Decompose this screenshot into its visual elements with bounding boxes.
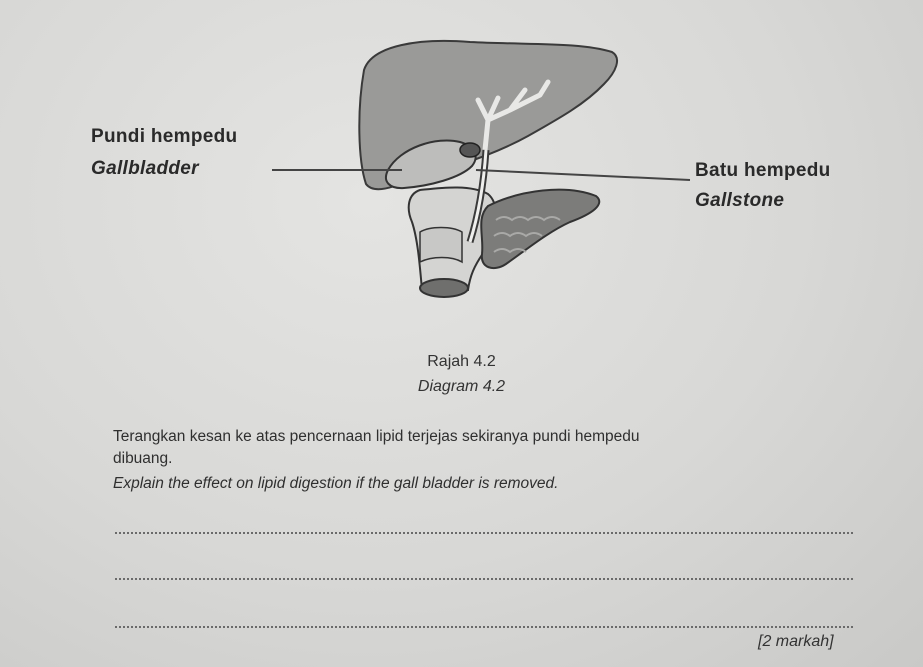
answer-line-2[interactable] — [115, 578, 853, 580]
gallbladder-label-ms: Pundi hempedu — [91, 126, 238, 147]
gallstone-label-en: Gallstone — [695, 190, 785, 211]
question-text-ms-line2: dibuang. — [113, 450, 173, 467]
duodenum-bend — [420, 228, 462, 263]
question-text-ms-line1: Terangkan kesan ke atas pencernaan lipid terjejas sekiranya pundi hempedu — [113, 428, 640, 445]
gallbladder-label-en: Gallbladder — [91, 158, 199, 179]
gallstone-shape — [460, 143, 480, 157]
intestine-opening — [420, 279, 468, 297]
pancreas-shape — [481, 190, 599, 268]
gallstone-label-ms: Batu hempedu — [695, 160, 831, 181]
gallstone-pointer-line — [476, 170, 690, 180]
question-text-en: Explain the effect on lipid digestion if the gall bladder is removed. — [113, 475, 559, 492]
answer-line-1[interactable] — [115, 532, 853, 534]
diagram-caption-ms: Rajah 4.2 — [427, 353, 496, 370]
diagram-caption-en: Diagram 4.2 — [417, 378, 506, 395]
answer-line-3[interactable] — [115, 626, 853, 628]
marks-label: [2 markah] — [758, 633, 834, 650]
